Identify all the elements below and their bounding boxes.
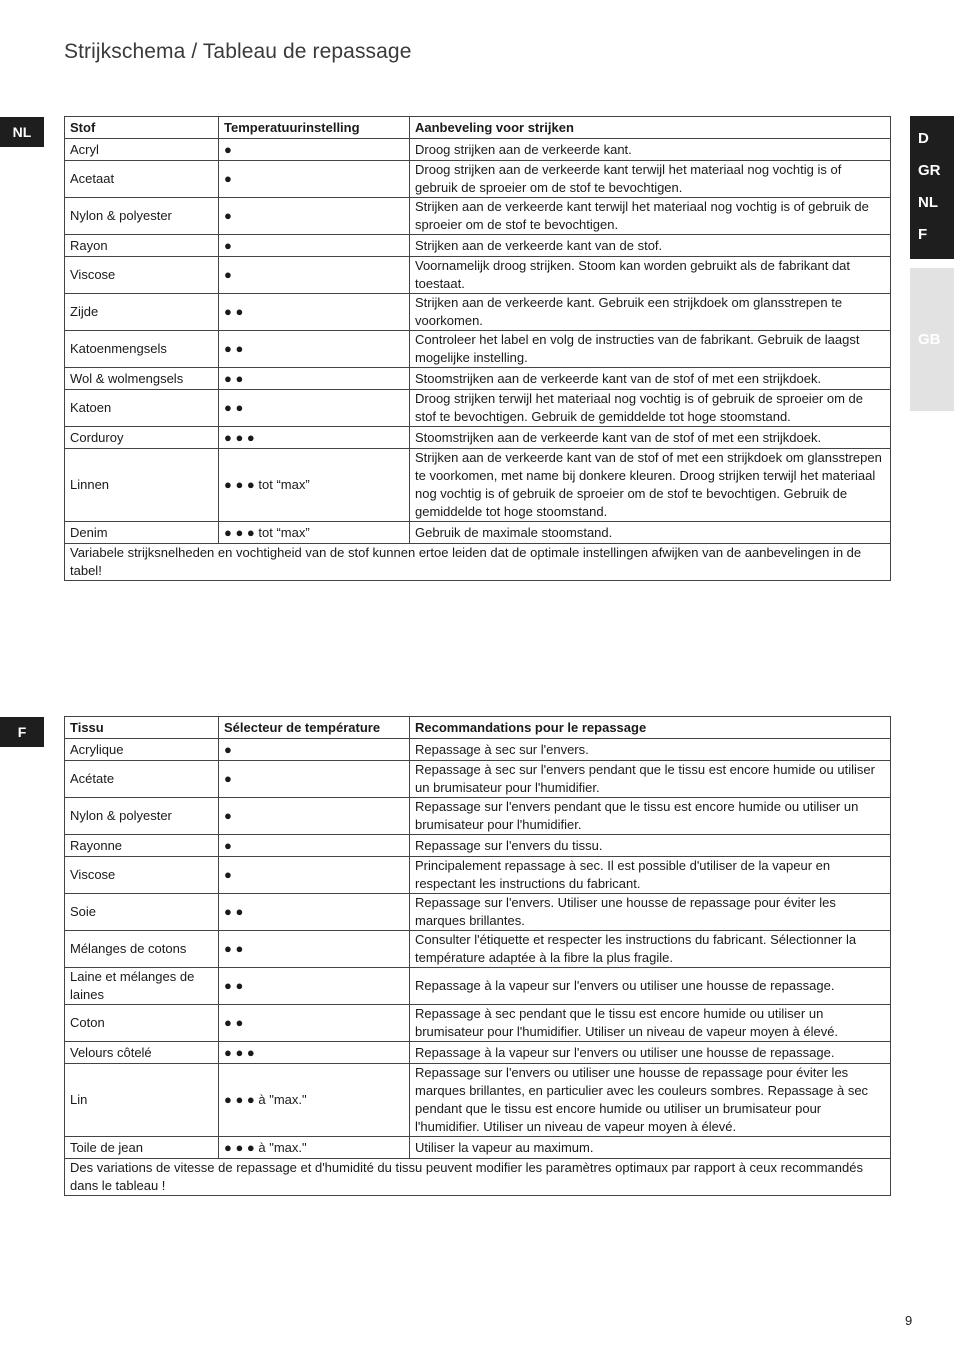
cell-temperature: ● ● bbox=[219, 331, 410, 368]
header-recommendation: Recommandations pour le repassage bbox=[410, 717, 891, 739]
cell-fabric: Katoenmengsels bbox=[65, 331, 219, 368]
cell-temperature: ● ● ● tot “max” bbox=[219, 522, 410, 544]
table-row bbox=[65, 894, 891, 931]
language-tag-nl: NL bbox=[0, 117, 44, 147]
table-footnote: Des variations de vitesse de repassage et d'humidité du tissu peuvent modifier les paramètres optimaux par rapport à ceux recommandés dans le tableau ! bbox=[65, 1159, 891, 1196]
cell-temperature: ● bbox=[219, 857, 410, 894]
table-row bbox=[65, 1137, 891, 1159]
cell-fabric: Acryl bbox=[65, 139, 219, 161]
cell-temperature: ● ● ● à "max." bbox=[219, 1064, 410, 1137]
table-row bbox=[65, 931, 891, 968]
table-row bbox=[65, 368, 891, 390]
table-row bbox=[65, 449, 891, 522]
table-row bbox=[65, 331, 891, 368]
side-language-tabs bbox=[910, 116, 954, 259]
table-row bbox=[65, 198, 891, 235]
cell-fabric: Mélanges de cotons bbox=[65, 931, 219, 968]
cell-temperature: ● ● bbox=[219, 294, 410, 331]
header-recommendation: Aanbeveling voor strijken bbox=[410, 117, 891, 139]
cell-fabric: Lin bbox=[65, 1064, 219, 1137]
cell-recommendation: Principalement repassage à sec. Il est possible d'utiliser de la vapeur en respectant les instructions du fabricant. bbox=[410, 857, 891, 894]
cell-temperature: ● ● bbox=[219, 1005, 410, 1042]
cell-fabric: Laine et mélanges de laines bbox=[65, 968, 219, 1005]
cell-fabric: Acetaat bbox=[65, 161, 219, 198]
cell-recommendation: Repassage à la vapeur sur l'envers ou utiliser une housse de repassage. bbox=[410, 968, 891, 1005]
side-tab-gb bbox=[910, 268, 954, 411]
header-fabric: Tissu bbox=[65, 717, 219, 739]
cell-temperature: ● ● bbox=[219, 368, 410, 390]
cell-recommendation: Voornamelijk droog strijken. Stoom kan worden gebruikt als de fabrikant dat toestaat. bbox=[410, 257, 891, 294]
cell-fabric: Viscose bbox=[65, 257, 219, 294]
table-row bbox=[65, 257, 891, 294]
ironing-table-fr bbox=[64, 716, 891, 1196]
side-tab-gb-label: GB bbox=[918, 331, 941, 348]
table-row bbox=[65, 739, 891, 761]
header-fabric: Stof bbox=[65, 117, 219, 139]
table-row bbox=[65, 761, 891, 798]
table-row bbox=[65, 390, 891, 427]
cell-temperature: ● ● bbox=[219, 931, 410, 968]
cell-temperature: ● bbox=[219, 739, 410, 761]
table-footnote-row bbox=[65, 544, 891, 581]
cell-recommendation: Controleer het label en volg de instructies van de fabrikant. Gebruik de laagst mogelijke instelling. bbox=[410, 331, 891, 368]
cell-fabric: Corduroy bbox=[65, 427, 219, 449]
cell-recommendation: Droog strijken aan de verkeerde kant. bbox=[410, 139, 891, 161]
cell-recommendation: Strijken aan de verkeerde kant van de stof. bbox=[410, 235, 891, 257]
table-row bbox=[65, 235, 891, 257]
language-tag-f: F bbox=[0, 717, 44, 747]
cell-recommendation: Droog strijken aan de verkeerde kant terwijl het materiaal nog vochtig is of gebruik de sproeier om de stof te bevochtigen. bbox=[410, 161, 891, 198]
cell-fabric: Nylon & polyester bbox=[65, 198, 219, 235]
table-row bbox=[65, 835, 891, 857]
cell-temperature: ● bbox=[219, 139, 410, 161]
side-tab-nl: NL bbox=[918, 194, 938, 211]
table-row bbox=[65, 427, 891, 449]
table-row bbox=[65, 294, 891, 331]
header-temperature: Sélecteur de température bbox=[219, 717, 410, 739]
header-temperature: Temperatuurinstelling bbox=[219, 117, 410, 139]
cell-fabric: Denim bbox=[65, 522, 219, 544]
side-tab-d: D bbox=[918, 130, 929, 147]
cell-fabric: Rayonne bbox=[65, 835, 219, 857]
table-body bbox=[65, 139, 891, 544]
cell-recommendation: Strijken aan de verkeerde kant van de stof of met een strijkdoek om glansstrepen te voorkomen, met name bij donkere kleuren. Droog strijken terwijl het materiaal nog vochtig is of gebruik de sproeier om de stof te bevochtigen. Gebruik de gemiddelde tot hoge stoomstand. bbox=[410, 449, 891, 522]
cell-temperature: ● ● ● à "max." bbox=[219, 1137, 410, 1159]
cell-recommendation: Droog strijken terwijl het materiaal nog vochtig is of gebruik de sproeier om de stof te bevochtigen. Gebruik de gemiddelde tot hoge stoomstand. bbox=[410, 390, 891, 427]
cell-recommendation: Repassage sur l'envers ou utiliser une housse de repassage pour éviter les marques brillantes, en particulier avec les couleurs sombres. Repassage à sec pendant que le tissu est encore humide ou utiliser un brumisateur pour l'humidifier. Utiliser un niveau de vapeur moyen à élevé. bbox=[410, 1064, 891, 1137]
page-title: Strijkschema / Tableau de repassage bbox=[64, 40, 412, 63]
cell-fabric: Velours côtelé bbox=[65, 1042, 219, 1064]
cell-fabric: Coton bbox=[65, 1005, 219, 1042]
table-footnote: Variabele strijksnelheden en vochtigheid van de stof kunnen ertoe leiden dat de optimale instellingen afwijken van de aanbevelingen in de tabel! bbox=[65, 544, 891, 581]
table-row bbox=[65, 522, 891, 544]
cell-fabric: Acrylique bbox=[65, 739, 219, 761]
cell-temperature: ● ● bbox=[219, 390, 410, 427]
cell-temperature: ● ● bbox=[219, 894, 410, 931]
table-header-row bbox=[65, 717, 891, 739]
cell-fabric: Zijde bbox=[65, 294, 219, 331]
table-row bbox=[65, 161, 891, 198]
cell-fabric: Rayon bbox=[65, 235, 219, 257]
ironing-table-nl bbox=[64, 116, 891, 581]
table-row bbox=[65, 798, 891, 835]
table-footnote-row bbox=[65, 1159, 891, 1196]
cell-recommendation: Gebruik de maximale stoomstand. bbox=[410, 522, 891, 544]
cell-temperature: ● bbox=[219, 161, 410, 198]
cell-temperature: ● bbox=[219, 198, 410, 235]
table-row bbox=[65, 1042, 891, 1064]
cell-temperature: ● bbox=[219, 235, 410, 257]
table-row bbox=[65, 968, 891, 1005]
cell-recommendation: Stoomstrijken aan de verkeerde kant van de stof of met een strijkdoek. bbox=[410, 368, 891, 390]
side-tab-f: F bbox=[918, 226, 928, 243]
cell-recommendation: Utiliser la vapeur au maximum. bbox=[410, 1137, 891, 1159]
cell-temperature: ● ● bbox=[219, 968, 410, 1005]
table-body bbox=[65, 739, 891, 1159]
cell-fabric: Soie bbox=[65, 894, 219, 931]
cell-recommendation: Consulter l'étiquette et respecter les instructions du fabricant. Sélectionner la température adaptée à la fibre la plus fragile. bbox=[410, 931, 891, 968]
table-row bbox=[65, 857, 891, 894]
side-tab-gr: GR bbox=[918, 162, 941, 179]
cell-recommendation: Repassage sur l'envers. Utiliser une housse de repassage pour éviter les marques brillantes. bbox=[410, 894, 891, 931]
cell-fabric: Toile de jean bbox=[65, 1137, 219, 1159]
table-header-row bbox=[65, 117, 891, 139]
page-number: 9 bbox=[905, 1313, 913, 1328]
cell-recommendation: Repassage à sec sur l'envers. bbox=[410, 739, 891, 761]
cell-temperature: ● ● ● bbox=[219, 427, 410, 449]
cell-temperature: ● ● ● bbox=[219, 1042, 410, 1064]
cell-fabric: Nylon & polyester bbox=[65, 798, 219, 835]
table-row bbox=[65, 1064, 891, 1137]
cell-recommendation: Repassage à la vapeur sur l'envers ou utiliser une housse de repassage. bbox=[410, 1042, 891, 1064]
cell-fabric: Wol & wolmengsels bbox=[65, 368, 219, 390]
cell-temperature: ● bbox=[219, 257, 410, 294]
cell-recommendation: Repassage sur l'envers du tissu. bbox=[410, 835, 891, 857]
cell-recommendation: Repassage sur l'envers pendant que le tissu est encore humide ou utiliser un brumisateur pour l'humidifier. bbox=[410, 798, 891, 835]
cell-temperature: ● bbox=[219, 835, 410, 857]
cell-fabric: Linnen bbox=[65, 449, 219, 522]
cell-fabric: Acétate bbox=[65, 761, 219, 798]
cell-recommendation: Strijken aan de verkeerde kant. Gebruik een strijkdoek om glansstrepen te voorkomen. bbox=[410, 294, 891, 331]
cell-temperature: ● ● ● tot “max” bbox=[219, 449, 410, 522]
cell-recommendation: Repassage à sec sur l'envers pendant que le tissu est encore humide ou utiliser un brumisateur pour l'humidifier. bbox=[410, 761, 891, 798]
cell-recommendation: Strijken aan de verkeerde kant terwijl het materiaal nog vochtig is of gebruik de sproeier om de stof te bevochtigen. bbox=[410, 198, 891, 235]
cell-temperature: ● bbox=[219, 798, 410, 835]
table-row bbox=[65, 139, 891, 161]
table-row bbox=[65, 1005, 891, 1042]
cell-fabric: Katoen bbox=[65, 390, 219, 427]
cell-recommendation: Repassage à sec pendant que le tissu est encore humide ou utiliser un brumisateur pour l'humidifier. Utiliser un niveau de vapeur moyen à élevé. bbox=[410, 1005, 891, 1042]
cell-recommendation: Stoomstrijken aan de verkeerde kant van de stof of met een strijkdoek. bbox=[410, 427, 891, 449]
cell-temperature: ● bbox=[219, 761, 410, 798]
cell-fabric: Viscose bbox=[65, 857, 219, 894]
